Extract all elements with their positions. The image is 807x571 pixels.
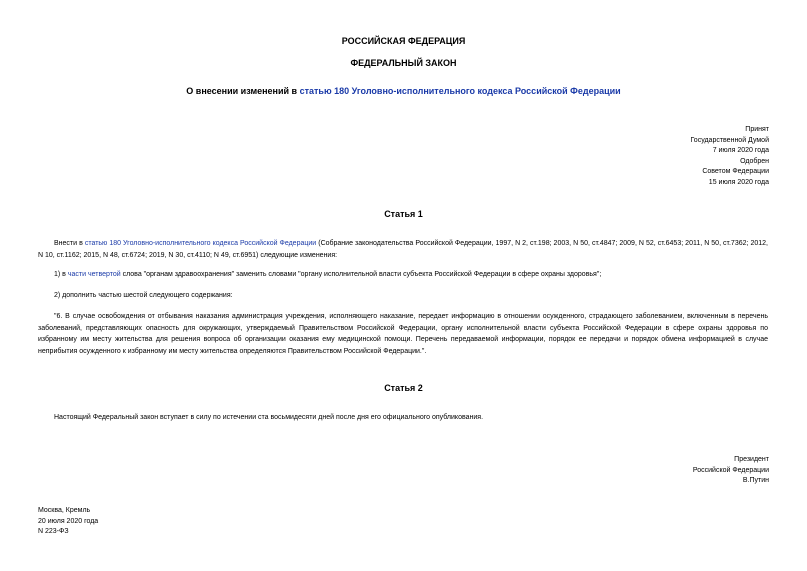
signature-title: Президент [734, 456, 769, 463]
article-2-heading: Статья 2 [384, 383, 423, 393]
article-1-item-1 [38, 269, 768, 281]
title-prefix: О внесении изменений в [186, 86, 300, 96]
approval-line: Советом Федерации [702, 168, 769, 175]
doc-type-heading: ФЕДЕРАЛЬНЫЙ ЗАКОН [350, 58, 457, 68]
p1-prefix: Внести в [54, 240, 85, 247]
code-article-link[interactable]: статью 180 Уголовно-исполнительного кодекса Российской Федерации [84, 240, 317, 247]
approval-line: Одобрен [740, 157, 769, 165]
signature-block [693, 455, 769, 487]
article-1-heading: Статья 1 [384, 209, 423, 219]
signature-name: В.Путин [742, 477, 769, 484]
adoption-date: 7 июля 2020 года [712, 147, 769, 154]
article-1-paragraph-intro [38, 238, 768, 261]
adoption-line: Государственной Думой [690, 136, 769, 144]
article-1-new-part-text: "6. В случае освобождения от отбывания наказания администрация учреждения, исполняющего наказание, передает информацию в отношении осужденного, страдающего заболеванием, включенным в перечень заболеваний, представляющих опасность для окружающих, утверждаемый Правительством Российской Федерации, органу исполнительной власти субъекта Российской Федерации в сфере охраны здоровья по избранному им месту жительства для решения вопроса об организации оказания ему медицинской помощи. Перечень передаваемой информации, порядок ее передачи и порядок обмена информацией в случае неприбытия осужденного к избранному им месту жительства определяются Правительством Российской Федерации.". [38, 313, 768, 355]
signing-date: 20 июля 2020 года [38, 517, 99, 525]
adoption-line: Принят [745, 126, 769, 133]
approval-date: 15 июля 2020 года [708, 178, 769, 186]
country-heading: РОССИЙСКАЯ ФЕДЕРАЦИЯ [341, 36, 466, 46]
place-date-block [38, 506, 98, 538]
article-2-paragraph: Настоящий Федеральный закон вступает в силу по истечении ста восьмидесяти дней после дня его официального опубликования. [54, 414, 484, 421]
part-four-link[interactable]: части четвертой [67, 271, 121, 278]
place: Москва, Кремль [38, 507, 91, 514]
p1-suffix: (Собрание законодательства Российской Федерации, 1997, N 2, ст.198; 2003, N 50, ст.4847; 2009, N 52, ст.6453; 2011, N 50, ст.7362; 2012, N 10, ст.1162; 2015, N 48, ст.6724; 2019, N 30, ст.4110; N 49, ст.6951) следующие изменения: [38, 240, 768, 259]
article-1-item-2: 2) дополнить частью шестой следующего содержания: [54, 292, 233, 299]
p2-suffix: слова "органам здравоохранения" заменить словами "органу исполнительной власти субъекта Российской Федерации в сфере охраны здоровья"; [120, 271, 602, 278]
signature-title: Российской Федерации [692, 466, 769, 474]
law-number: N 223-ФЗ [38, 528, 69, 535]
adoption-block [690, 125, 769, 188]
title-article-link[interactable]: статью 180 Уголовно-исполнительного кодекса Российской Федерации [299, 86, 621, 96]
document-title [0, 86, 807, 96]
p2-prefix: 1) в [54, 271, 68, 278]
